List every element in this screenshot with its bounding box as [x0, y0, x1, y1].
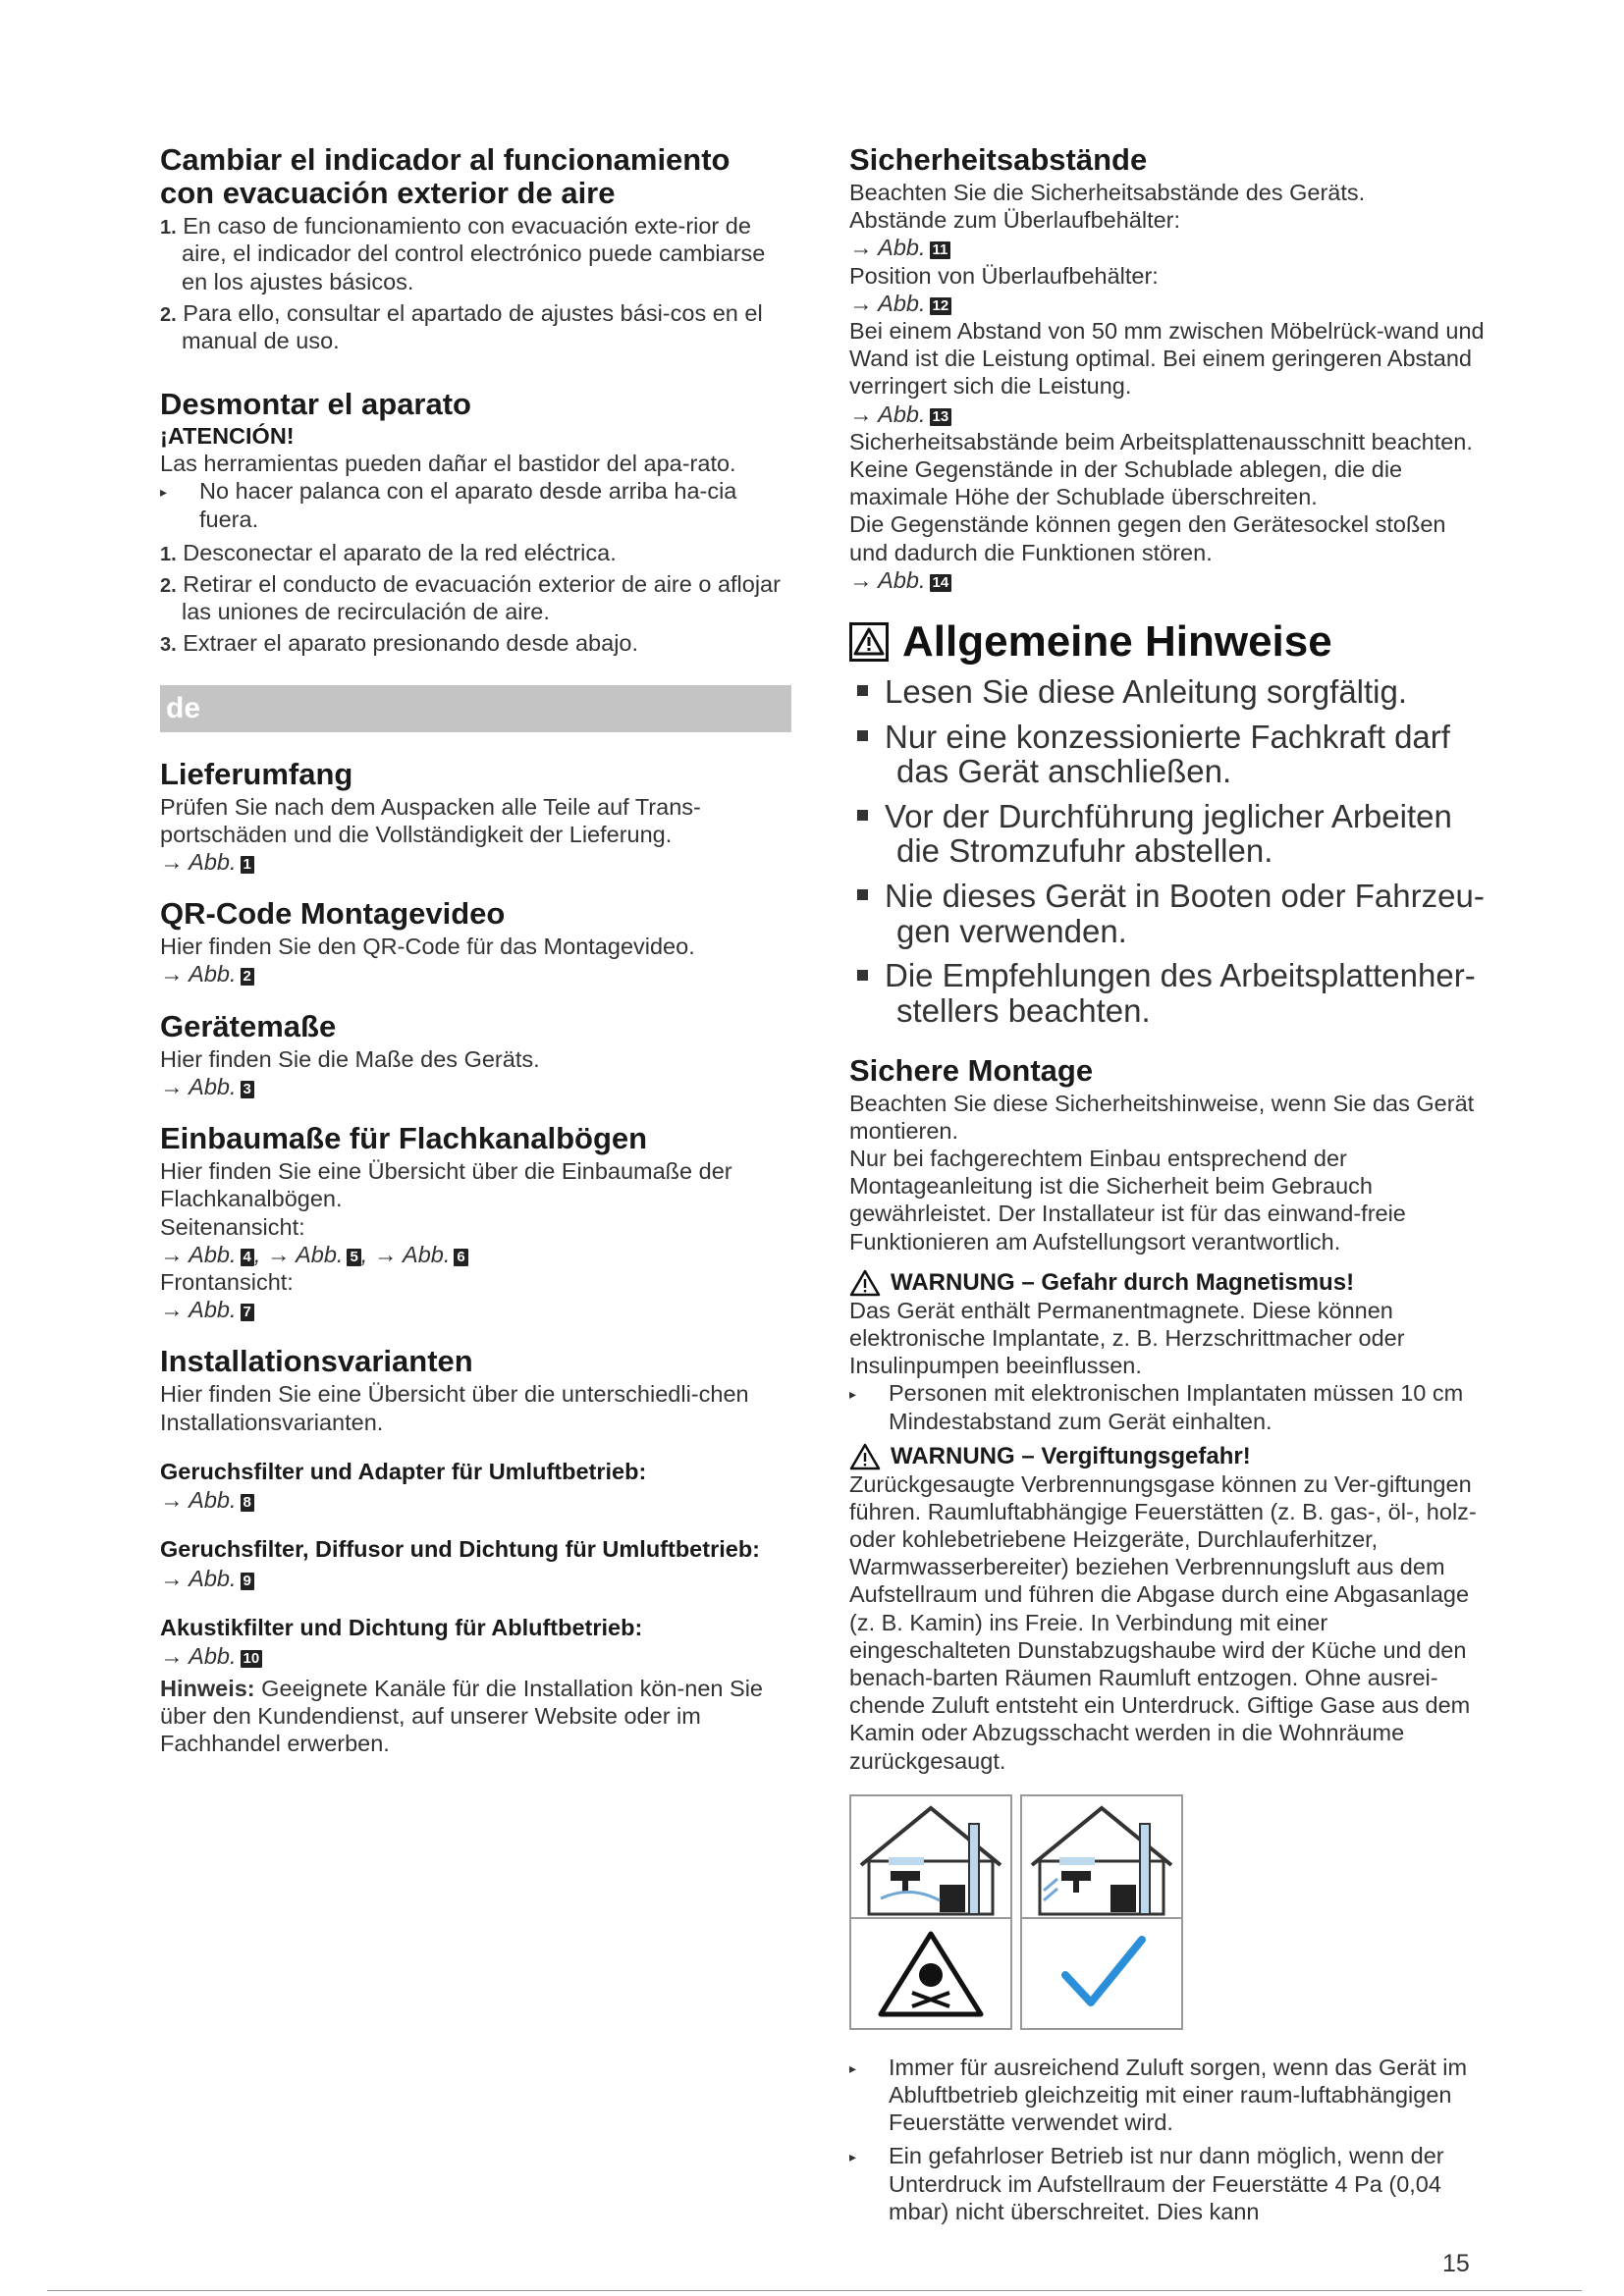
- warning-magnetism-heading: WARNUNG – Gefahr durch Magnetismus!: [849, 1269, 1486, 1297]
- cambiar-steps: [160, 212, 793, 354]
- step-item: 2. Para ello, consultar el apartado de ajustes bási-cos en el manual de uso.: [160, 299, 763, 353]
- figure-ref: → Abb. 9: [160, 1565, 793, 1592]
- variant-title: Geruchsfilter und Adapter für Umluftbetrieb:: [160, 1458, 647, 1484]
- general-notes-list: [849, 674, 1486, 1029]
- figure-ref: → Abb. 4 , → Abb. 5 , → Abb. 6: [160, 1241, 793, 1268]
- action-item: ▸ Immer für ausreichend Zuluft sorgen, wenn das Gerät im Abluftbetrieb gleichzeitig mit einer raum-luftabhängigen Feuerstätte verwendet wird.: [849, 2054, 1468, 2136]
- section-title-sicherheitsabstaende: Sicherheitsabstände: [849, 142, 1148, 177]
- para-line: Bei einem Abstand von 50 mm zwischen Möbelrück-wand und Wand ist die Leistung optimal. Bei einem geringeren Abstand verringert sich die Leistung.: [849, 318, 1485, 400]
- einbau-text: Hier finden Sie eine Übersicht über die Einbaumaße der Flachkanalbögen.: [160, 1158, 732, 1212]
- figure-ref: → Abb. 13: [849, 400, 1486, 428]
- warning-triangle-icon: [849, 1269, 881, 1297]
- figure-ref: → Abb. 14: [849, 566, 1486, 594]
- montage-p1: Beachten Sie diese Sicherheitshinweise, wenn Sie das Gerät montieren.: [849, 1090, 1475, 1144]
- action-item: ▸ Personen mit elektronischen Implantaten müssen 10 cm Mindestabstand zum Gerät einhalten.: [849, 1380, 1464, 1434]
- figure-ref: → Abb. 8: [160, 1486, 793, 1514]
- right-column: [849, 143, 1486, 2231]
- install-text: Hier finden Sie eine Übersicht über die unterschiedli-chen Installationsvarianten.: [160, 1381, 749, 1435]
- list-item: Lesen Sie diese Anleitung sorgfältig.: [849, 674, 1486, 710]
- list-item: Vor der Durchführung jeglicher Arbeiten die Stromzufuhr abstellen.: [849, 799, 1486, 869]
- section-title-install: Installationsvarianten: [160, 1344, 473, 1379]
- figure-ref: → Abb. 2: [160, 960, 793, 988]
- figure-ref: → Abb. 10: [160, 1642, 793, 1670]
- para-line: Sicherheitsabstände beim Arbeitsplattenausschnitt beachten.: [849, 428, 1473, 454]
- para-line: Keine Gegenstände in der Schublade ablegen, die die maximale Höhe der Schublade überschreiten.: [849, 455, 1403, 510]
- lieferumfang-text: Prüfen Sie nach dem Auspacken alle Teile auf Trans-portschäden und die Vollständigkeit der Lieferung.: [160, 793, 701, 847]
- figure-ref: → Abb. 3: [160, 1073, 793, 1100]
- figure-ref: → Abb. 1: [160, 848, 793, 876]
- section-title-montage: Sichere Montage: [849, 1052, 1094, 1088]
- hint-label: Hinweis:: [160, 1675, 255, 1701]
- masse-text: Hier finden Sie die Maße des Geräts.: [160, 1045, 540, 1072]
- step-item: 3. Extraer el aparato presionando desde abajo.: [160, 630, 639, 657]
- allgemeine-hinweise-heading: [849, 617, 1486, 667]
- section-title-desmontar: Desmontar el aparato: [160, 387, 471, 422]
- figure-ref: → Abb. 7: [160, 1296, 793, 1323]
- attention-text: Las herramientas pueden dañar el bastidor del apa-rato.: [160, 451, 736, 477]
- figure-ref: → Abb. 12: [849, 290, 1486, 317]
- side-view-label: Seitenansicht:: [160, 1213, 305, 1240]
- list-item: Nur eine konzessionierte Fachkraft darf das Gerät anschließen.: [849, 720, 1486, 789]
- para-line: Abstände zum Überlaufbehälter:: [849, 207, 1181, 234]
- page-section-title: Allgemeine Hinweise: [902, 616, 1332, 666]
- section-title-qr: QR-Code Montagevideo: [160, 896, 506, 932]
- section-title-einbau: Einbaumaße für Flachkanalbögen: [160, 1121, 648, 1156]
- house-fireplace-ok-icon: [1022, 1796, 1181, 2028]
- variant-title: Akustikfilter und Dichtung für Abluftbetrieb:: [160, 1614, 643, 1640]
- ventilation-illustration: [849, 1794, 1486, 2030]
- page-number: 15: [1442, 2250, 1470, 2277]
- warning-magnetism-text: Das Gerät enthält Permanentmagnete. Diese können elektronische Implantate, z. B. Herzschrittmacher oder Insulinpumpen beeinflussen.: [849, 1297, 1405, 1379]
- step-item: 1. En caso de funcionamiento con evacuación exte-rior de aire, el indicador del control electrónico puede cambiarse en los ajustes básicos.: [160, 213, 766, 294]
- hint-paragraph: Hinweis: Geeignete Kanäle für die Installation kön-nen Sie über den Kundendienst, auf unserer Website oder im Fachhandel erwerben.: [160, 1675, 763, 1756]
- figure-ref: → Abb. 11: [849, 234, 1486, 261]
- variant-title: Geruchsfilter, Diffusor und Dichtung für Umluftbetrieb:: [160, 1536, 760, 1563]
- action-item: ▸ No hacer palanca con el aparato desde arriba ha-cia fuera.: [160, 478, 737, 532]
- warning-poison-heading: WARNUNG – Vergiftungsgefahr!: [849, 1443, 1486, 1470]
- footer-divider: [47, 2290, 1582, 2291]
- section-title-lieferumfang: Lieferumfang: [160, 756, 353, 791]
- section-title-cambiar: Cambiar el indicador al funcionamiento con evacuación exterior de aire: [160, 142, 731, 211]
- para-line: Position von Überlaufbehälter:: [849, 262, 1159, 289]
- desmontar-steps: [160, 539, 793, 658]
- para-line: Beachten Sie die Sicherheitsabstände des Geräts.: [849, 180, 1366, 206]
- warning-triangle-icon: [849, 1443, 881, 1470]
- list-item: Nie dieses Gerät in Booten oder Fahrzeu-gen verwenden.: [849, 879, 1486, 948]
- list-item: Die Empfehlungen des Arbeitsplattenher-stellers beachten.: [849, 958, 1486, 1028]
- qr-text: Hier finden Sie den QR-Code für das Montagevideo.: [160, 934, 695, 960]
- montage-p2: Nur bei fachgerechtem Einbau entsprechend der Montageanleitung ist die Sicherheit beim Gebrauch gewährleistet. Der Installateur ist für das einwand-freie Funktionieren am Aufstellungsort verantwortlich.: [849, 1146, 1406, 1255]
- warning-poison-text: Zurückgesaugte Verbrennungsgase können zu Ver-giftungen führen. Raumluftabhängige Feuerstätten (z. B. gas-, öl-, holz- oder kohlebetriebene Heizgeräte, Durchlauferhitzer, Warmwasserbereiter) beziehen Verbrennungsluft aus dem Aufstellraum und führen die Abgase durch eine Abgasanlage (z. B. Kamin) ins Freie. In Verbindung mit einer eingeschalteten Dunstabzugshaube wird der Küche und den benach-barten Räumen Raumluft entzogen. Ohne ausrei-chende Zuluft entsteht ein Unterdruck. Giftige Gase aus dem Kamin oder Abzugsschacht werden in die Wohnräume zurückgesaugt.: [849, 1470, 1477, 1774]
- house-fireplace-danger-icon: [851, 1796, 1010, 2028]
- illustration-danger: [849, 1794, 1012, 2030]
- section-title-masse: Gerätemaße: [160, 1008, 337, 1043]
- para-line: Die Gegenstände können gegen den Gerätesockel stoßen und dadurch die Funktionen stören.: [849, 511, 1446, 565]
- illustration-ok: [1020, 1794, 1183, 2030]
- left-column: [160, 143, 793, 1757]
- warning-icon: [849, 622, 889, 662]
- attention-label: ¡ATENCIÓN!: [160, 423, 295, 450]
- step-item: 2. Retirar el conducto de evacuación exterior de aire o aflojar las uniones de recirculación de aire.: [160, 570, 781, 625]
- action-item: ▸ Ein gefahrloser Betrieb ist nur dann möglich, wenn der Unterdruck im Aufstellraum der Feuerstätte 4 Pa (0,04 mbar) nicht überschreitet. Dies kann: [849, 2143, 1444, 2224]
- step-item: 1. Desconectar el aparato de la red eléctrica.: [160, 539, 617, 565]
- language-bar: de: [160, 685, 791, 732]
- front-view-label: Frontansicht:: [160, 1268, 294, 1295]
